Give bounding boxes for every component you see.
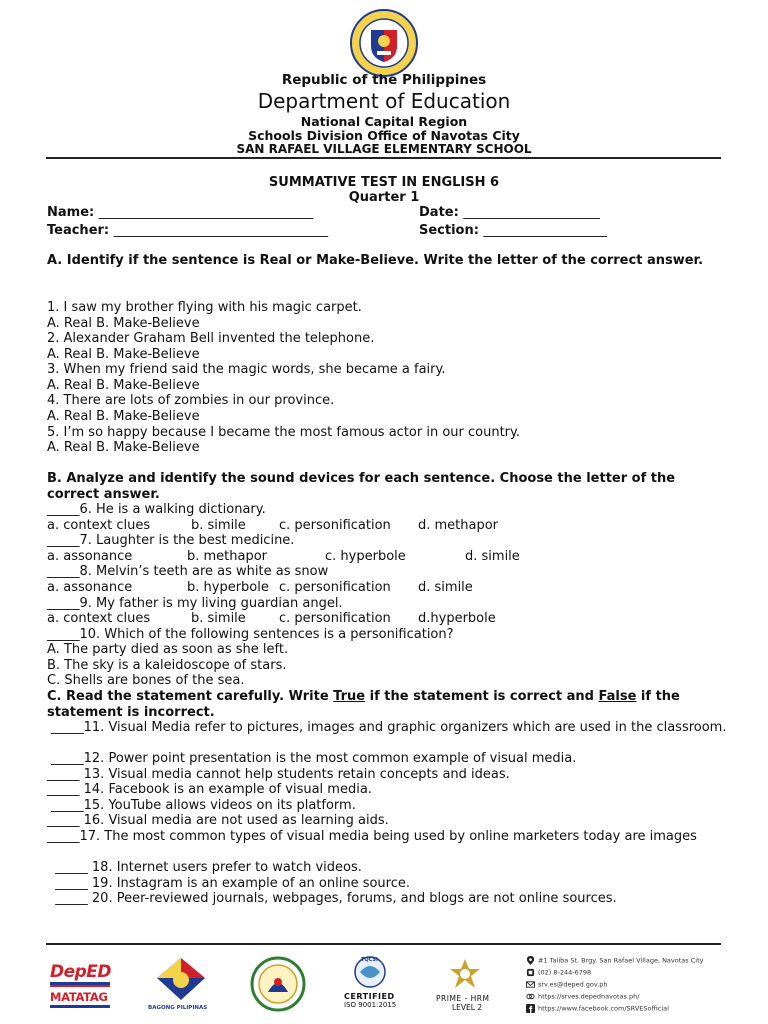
question-14: _____ 14. Facebook is an example of visual media. — [47, 782, 372, 797]
teacher-label: Teacher: — [47, 223, 110, 238]
q8-choice-d: d. simile — [418, 580, 473, 595]
question-6: _____6. He is a walking dictionary. — [47, 502, 266, 517]
q7-choice-c: c. hyperbole — [325, 549, 406, 564]
question-7: _____7. Laughter is the best medicine. — [47, 533, 295, 548]
false-word: False — [598, 689, 637, 704]
address-text: #1 Taliba St. Brgy. San Rafael Village, Navotas City — [538, 956, 704, 965]
question-8: _____8. Melvin’s teeth are as white as snow — [47, 564, 329, 579]
navotas-seal-logo — [250, 956, 306, 1012]
question-20: _____ 20. Peer-reviewed journals, webpages, forums, and blogs are not online sources. — [47, 891, 617, 906]
header-republic: Republic of the Philippines — [281, 72, 487, 88]
deped-underline-graphic — [50, 982, 110, 988]
q10-choice-a: A. The party died as soon as she left. — [47, 642, 289, 657]
footer-divider — [46, 943, 721, 945]
website-text: https://srves.depednavotas.ph/ — [538, 992, 640, 1001]
teacher-field[interactable] — [47, 223, 328, 238]
level-text: LEVEL 2 — [452, 1003, 483, 1012]
contact-facebook[interactable] — [526, 1004, 669, 1013]
part-a-line: 2. Alexander Graham Bell invented the telephone. — [47, 331, 375, 346]
q9-choice-b: b. simile — [191, 611, 246, 626]
header-department: Department of Education — [257, 89, 511, 113]
facebook-icon — [526, 1004, 535, 1013]
part-a-line: A. Real B. Make-Believe — [47, 440, 200, 455]
link-icon — [526, 992, 535, 1001]
section-label: Section: — [419, 223, 479, 238]
question-17: _____17. The most common types of visual media being used by online marketers today are images — [47, 829, 697, 844]
question-19: _____ 19. Instagram is an example of an online source. — [47, 876, 411, 891]
phone-text: (02) 8-244-6798 — [538, 968, 592, 977]
email-text: srv.es@deped.gov.ph — [538, 980, 608, 989]
q8-choice-a: a. assonance — [47, 580, 133, 595]
q10-choice-b: B. The sky is a kaleidoscope of stars. — [47, 658, 287, 673]
question-9: _____9. My father is my living guardian angel. — [47, 596, 343, 611]
location-pin-icon — [526, 956, 535, 965]
contact-address — [526, 956, 703, 965]
tqcsi-text: TQCSI — [361, 957, 378, 963]
true-word: True — [333, 689, 366, 704]
prime-hrm-text: PRIME - HRM — [436, 994, 490, 1003]
q7-choice-a: a. assonance — [47, 549, 133, 564]
contact-email[interactable] — [526, 980, 608, 989]
part-a-line: 4. There are lots of zombies in our province. — [47, 393, 335, 408]
date-label: Date: — [419, 205, 459, 220]
question-13: _____ 13. Visual media cannot help students retain concepts and ideas. — [47, 767, 510, 782]
part-a-line: 1. I saw my brother flying with his magic carpet. — [47, 300, 362, 315]
part-a-line: 5. I’m so happy because I became the most famous actor in our country. — [47, 425, 521, 440]
q6-choice-d: d. methapor — [418, 518, 499, 533]
question-15: _____15. YouTube allows videos on its platform. — [47, 798, 356, 813]
section-field[interactable] — [419, 223, 607, 238]
part-c-instr-mid: if the statement is correct and — [365, 689, 599, 704]
matatag-wordmark: MATATAG — [50, 990, 108, 1004]
q8-choice-c: c. personification — [279, 580, 391, 595]
q6-choice-a: a. context clues — [47, 518, 151, 533]
part-a-line: 3. When my friend said the magic words, she became a fairy. — [47, 362, 446, 377]
bagong-pilipinas-text: BAGONG PILIPINAS — [148, 1005, 208, 1011]
header-divider — [46, 157, 721, 159]
certified-text: CERTIFIED — [344, 992, 395, 1001]
q6-choice-c: c. personification — [279, 518, 391, 533]
q6-choice-b: b. simile — [191, 518, 246, 533]
part-a-line: A. Real B. Make-Believe — [47, 378, 200, 393]
part-c-instr-pre: C. Read the statement carefully. Write — [47, 689, 334, 704]
q9-choice-d: d.hyperbole — [418, 611, 496, 626]
part-a-instruction: A. Identify if the sentence is Real or Make-Believe. Write the letter of the correct answer. — [47, 253, 704, 268]
iso-text: ISO 9001:2015 — [344, 1001, 397, 1009]
name-label: Name: — [47, 205, 95, 220]
footer — [0, 950, 768, 1024]
q7-choice-d: d. simile — [465, 549, 520, 564]
q9-choice-c: c. personification — [279, 611, 391, 626]
contact-phone — [526, 968, 591, 977]
question-12: _____12. Power point presentation is the most common example of visual media. — [47, 751, 577, 766]
name-line: _________________________________ — [98, 205, 314, 220]
prime-hrm-emblem — [447, 956, 483, 992]
test-quarter: Quarter 1 — [348, 190, 420, 205]
contact-website[interactable] — [526, 992, 639, 1001]
q10-choice-c: C. Shells are bones of the sea. — [47, 673, 245, 688]
part-c-instr-post: if the statement is incorrect. — [47, 689, 680, 720]
part-a-line: A. Real B. Make-Believe — [47, 347, 200, 362]
date-field[interactable] — [419, 205, 600, 220]
q9-choice-a: a. context clues — [47, 611, 151, 626]
name-field[interactable] — [47, 205, 313, 220]
part-a-line: A. Real B. Make-Believe — [47, 409, 200, 424]
question-11: _____11. Visual Media refer to pictures, images and graphic organizers which are used in the classroom. — [47, 720, 727, 735]
q8-choice-b: b. hyperbole — [187, 580, 269, 595]
deped-wordmark: DepED — [50, 962, 112, 982]
section-line: ___________________ — [483, 223, 607, 238]
deped-seal-logo — [349, 8, 419, 78]
q7-choice-b: b. methapor — [187, 549, 268, 564]
email-icon — [526, 980, 535, 989]
header-division: Schools Division Office of Navotas City — [248, 128, 520, 143]
teacher-line: _________________________________ — [113, 223, 329, 238]
question-10: _____10. Which of the following sentences is a personification? — [47, 627, 454, 642]
phone-icon — [526, 968, 535, 977]
question-18: _____ 18. Internet users prefer to watch videos. — [47, 860, 362, 875]
facebook-text: https://www.facebook.com/SRVESofficial — [538, 1004, 669, 1013]
part-b-instruction: B. Analyze and identify the sound devices for each sentence. Choose the letter of the correct answer. — [47, 471, 676, 502]
header-school: SAN RAFAEL VILLAGE ELEMENTARY SCHOOL — [236, 142, 532, 156]
test-title: SUMMATIVE TEST IN ENGLISH 6 — [268, 175, 500, 190]
header-region: National Capital Region — [300, 114, 468, 129]
part-c-instruction — [47, 689, 727, 721]
part-a-line: A. Real B. Make-Believe — [47, 316, 200, 331]
bagong-pilipinas-emblem — [153, 956, 209, 1002]
date-line: _____________________ — [463, 205, 600, 220]
question-16: _____ 16. Visual media are not used as learning aids. — [47, 813, 389, 828]
matatag-bar — [50, 1005, 110, 1008]
